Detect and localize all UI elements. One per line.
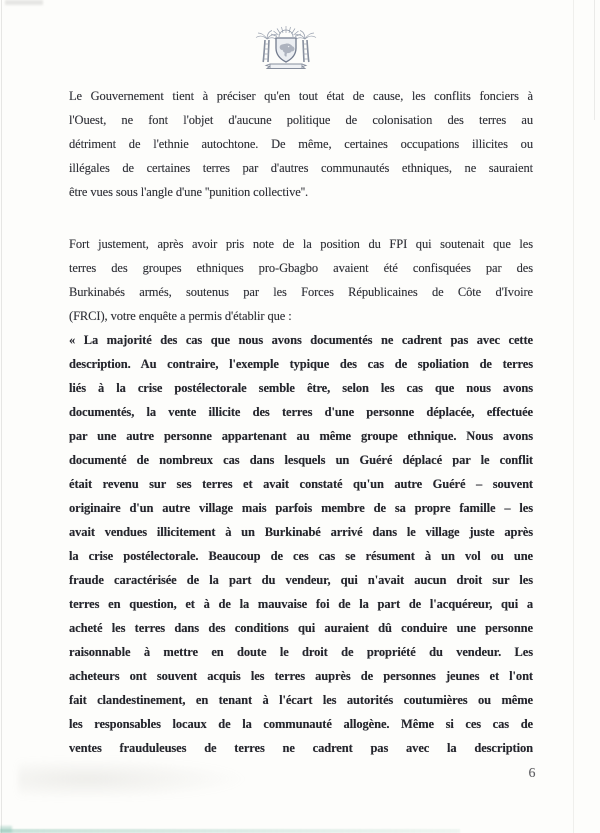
text-line: fraude caractérisée de la part du vendeur, qui n'avait aucun droit sur les — [69, 573, 533, 587]
text-line: Fort justement, après avoir pris note de la position du FPI qui soutenait que les — [69, 237, 533, 251]
text-line: « La majorité des cas que nous avons documentés ne cadrent pas avec cette — [69, 333, 533, 347]
text-line: liés à la crise postélectorale semble être, selon les cas que nous avons — [69, 381, 533, 395]
text-line: terres des groupes ethniques pro-Gbagbo avaient été confisquées par des — [69, 261, 533, 275]
banner — [266, 64, 306, 69]
text-line: (FRCI), votre enquête a permis d'établir que : — [69, 309, 292, 323]
scan-smudge-artifact — [18, 758, 248, 800]
text-line: Le Gouvernement tient à préciser qu'en tout état de cause, les conflits fonciers à — [69, 89, 533, 103]
page-number: 6 — [528, 766, 536, 781]
scan-edge-artifact — [0, 826, 12, 833]
scan-edge-artifact — [0, 829, 460, 833]
text-line: les responsables locaux de la communauté allogène. Même si ces cas de — [69, 717, 533, 731]
text-line: documenté de nombreux cas dans lesquels un Guéré déplacé par le conflit — [69, 453, 533, 467]
text-line: la crise postélectorale. Beaucoup de ces cas se résument à un vol ou une — [69, 549, 533, 563]
text-line: acheté les terres dans des conditions qui auraient dû conduire une personne — [69, 621, 533, 635]
text-line: était revenu sur ses terres et avait constaté qu'un autre Guéré – souvent — [69, 477, 533, 491]
text-line: fait clandestinement, en tenant à l'écart les autorités coutumières ou même — [69, 693, 533, 707]
text-line: ventes frauduleuses de terres ne cadrent pas avec la description — [69, 741, 533, 755]
text-line: détriment de l'ethnie autochtone. De même, certaines occupations illicites ou — [69, 137, 533, 151]
scan-edge-artifact — [5, 0, 43, 5]
text-line: illégales de certaines terres par d'autres communautés ethniques, ne sauraient — [69, 161, 533, 175]
scan-edge-artifact — [1, 0, 2, 833]
paragraph — [69, 84, 533, 204]
text-line: avait vendues illicitement à un Burkinabé arrivé dans le village juste après — [69, 525, 533, 539]
paragraph — [69, 232, 533, 328]
text-line: acheteurs ont souvent acquis les terres auprès de personnes jeunes et l'ont — [69, 669, 533, 683]
text-line: être vues sous l'angle d'une ''punition collective''. — [69, 185, 309, 199]
coat-of-arms-icon — [252, 22, 320, 74]
sun-rays — [271, 26, 301, 37]
text-line: originaire d'un autre village mais parfois membre de sa propre famille – les — [69, 501, 533, 515]
text-line: terres en question, et à de la mauvaise foi de la part de l'acquéreur, qui a — [69, 597, 533, 611]
text-line: l'Ouest, ne font l'objet d'aucune politique de colonisation des terres au — [69, 113, 533, 127]
text-line: par une autre personne appartenant au même groupe ethnique. Nous avons — [69, 429, 533, 443]
text-line: raisonnable à mettre en doute le droit de propriété du vendeur. Les — [69, 645, 533, 659]
scan-edge-artifact — [573, 0, 574, 833]
text-line: Burkinabés armés, soutenus par les Forces Républicaines de Côte d'Ivoire — [69, 285, 533, 299]
document-body — [69, 84, 533, 760]
scan-edge-artifact — [594, 0, 595, 120]
text-line: documentés, la vente illicite des terres d'une personne déplacée, effectuée — [69, 405, 533, 419]
paragraph — [69, 328, 533, 760]
text-line: description. Au contraire, l'exemple typique des cas de spoliation de terres — [69, 357, 533, 371]
